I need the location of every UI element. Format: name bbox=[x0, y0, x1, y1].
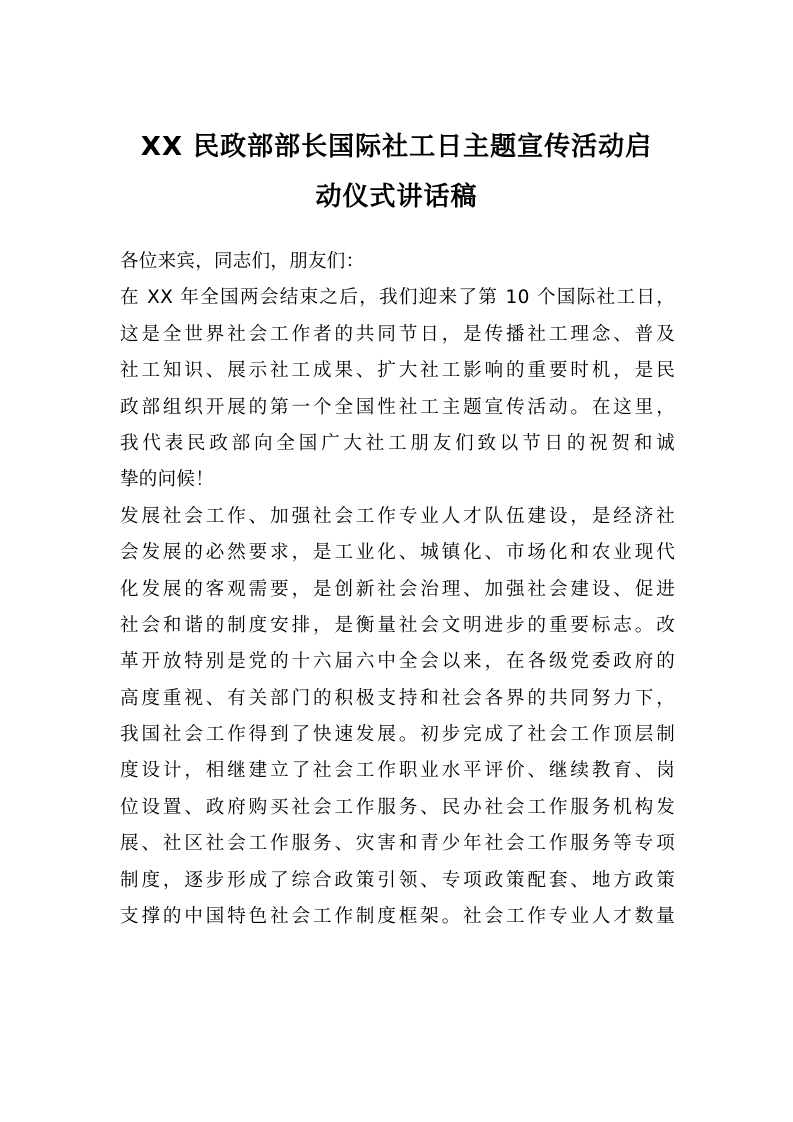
body-line: 革开放特别是党的十六届六中全会以来，在各级党委政府的 bbox=[120, 651, 675, 673]
body-line: 社会和谐的制度安排，是衡量社会文明进步的重要标志。改 bbox=[120, 614, 675, 636]
body-line: 展、社区社会工作服务、灾害和青少年社会工作服务等专项 bbox=[120, 833, 675, 855]
title-line: XX 民政部部长国际社工日主题宣传活动启 bbox=[140, 132, 653, 162]
body-line: 社工知识、展示社工成果、扩大社工影响的重要时机，是民 bbox=[120, 360, 675, 382]
body-line: 在 XX 年全国两会结束之后，我们迎来了第 10 个国际社工日， bbox=[120, 287, 675, 309]
body-line: 我国社会工作得到了快速发展。初步完成了社会工作顶层制 bbox=[120, 724, 675, 746]
body-line: 政部组织开展的第一个全国性社工主题宣传活动。在这里， bbox=[120, 396, 675, 418]
body-line: 我代表民政部向全国广大社工朋友们致以节日的祝贺和诚 bbox=[120, 432, 675, 454]
body-line: 支撑的中国特色社会工作制度框架。社会工作专业人才数量 bbox=[120, 906, 675, 928]
body-line: 发展社会工作、加强社会工作专业人才队伍建设，是经济社 bbox=[120, 505, 675, 527]
body-line: 这是全世界社会工作者的共同节日，是传播社工理念、普及 bbox=[120, 323, 675, 345]
title-line: 动仪式讲话稿 bbox=[315, 182, 478, 212]
body-line: 会发展的必然要求，是工业化、城镇化、市场化和农业现代 bbox=[120, 542, 675, 564]
document-body bbox=[120, 244, 675, 935]
body-line: 挚的问候！ bbox=[120, 469, 215, 491]
salutation-line: 各位来宾，同志们，朋友们： bbox=[120, 251, 365, 272]
body-line: 高度重视、有关部门的积极支持和社会各界的共同努力下， bbox=[120, 687, 675, 709]
body-line: 制度，逐步形成了综合政策引领、专项政策配套、地方政策 bbox=[120, 869, 675, 891]
body-line: 位设置、政府购买社会工作服务、民办社会工作服务机构发 bbox=[120, 796, 675, 818]
document-title bbox=[110, 122, 683, 222]
body-line: 化发展的客观需要，是创新社会治理、加强社会建设、促进 bbox=[120, 578, 675, 600]
body-line: 度设计，相继建立了社会工作职业水平评价、继续教育、岗 bbox=[120, 760, 675, 782]
